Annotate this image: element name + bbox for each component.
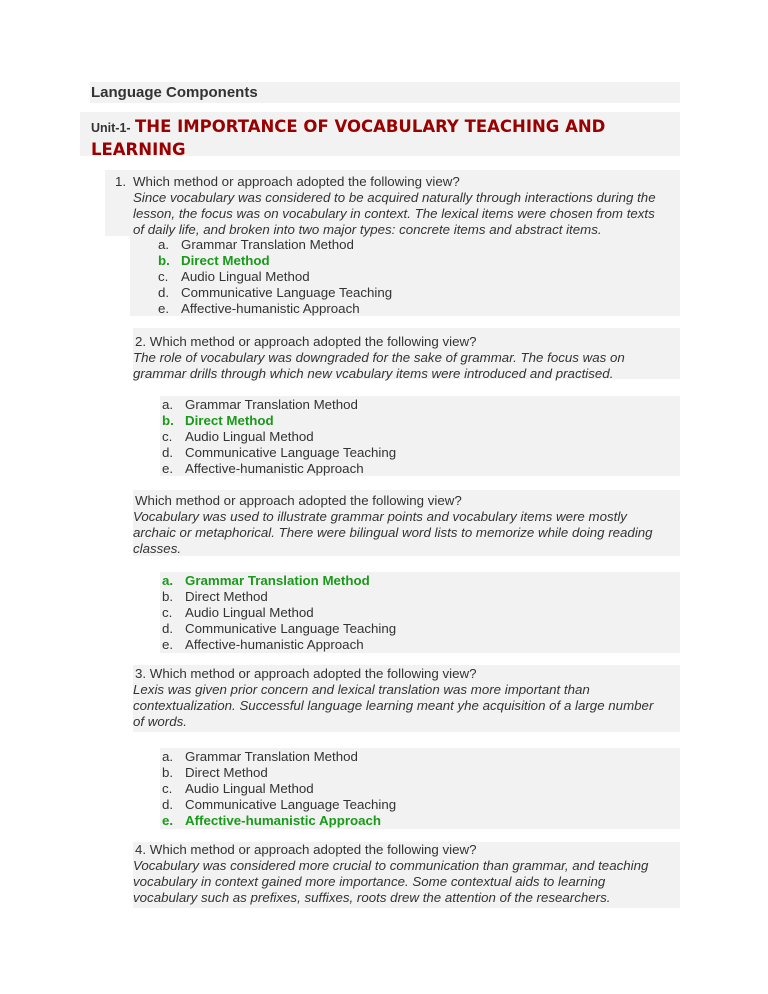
question-view-line: archaic or metaphorical. There were bilingual word lists to memorize while doing reading bbox=[133, 525, 653, 540]
answer-option[interactable] bbox=[162, 397, 358, 413]
option-letter: c. bbox=[162, 429, 173, 444]
question-prompt-text: Which method or approach adopted the following view? bbox=[149, 842, 477, 857]
option-text: Communicative Language Teaching bbox=[185, 797, 397, 812]
question-view-line: Vocabulary was used to illustrate grammar points and vocabulary items were mostly bbox=[133, 509, 627, 524]
question-prompt bbox=[135, 334, 477, 350]
option-text: Direct Method bbox=[185, 765, 268, 780]
option-text: Grammar Translation Method bbox=[181, 237, 354, 252]
question-view-line: The role of vocabulary was downgraded for the sake of grammar. The focus was on bbox=[133, 350, 625, 365]
answer-option-correct[interactable] bbox=[162, 573, 370, 589]
answer-option[interactable] bbox=[162, 429, 314, 445]
option-letter: e. bbox=[162, 637, 174, 652]
question-prompt: Which method or approach adopted the following view? bbox=[133, 174, 460, 189]
option-letter: b. bbox=[162, 765, 174, 780]
question-view-line: of words. bbox=[133, 714, 187, 729]
option-letter: c. bbox=[158, 269, 169, 284]
answer-option[interactable] bbox=[162, 749, 358, 765]
question-view-line: grammar drills through which new vcabulary items were introduced and practised. bbox=[133, 366, 614, 381]
answer-option[interactable] bbox=[162, 605, 314, 621]
option-text: Communicative Language Teaching bbox=[181, 285, 393, 300]
answer-option-correct[interactable] bbox=[162, 413, 274, 429]
option-letter: a. bbox=[162, 573, 174, 588]
answer-option[interactable] bbox=[162, 765, 268, 781]
question-number: 2. bbox=[135, 334, 147, 349]
option-letter: b. bbox=[158, 253, 170, 268]
option-letter: c. bbox=[162, 781, 173, 796]
question-view-line: of daily life, and broken into two major types: concrete items and abstract items. bbox=[133, 222, 602, 237]
option-text: Direct Method bbox=[181, 253, 270, 268]
question-number: 1. bbox=[115, 174, 127, 189]
option-letter: e. bbox=[162, 813, 174, 828]
option-letter: c. bbox=[162, 605, 173, 620]
question-view-line: contextualization. Successful language learning meant yhe acquisition of a large number bbox=[133, 698, 654, 713]
unit-prefix: Unit-1- bbox=[91, 121, 131, 135]
option-text: Affective-humanistic Approach bbox=[181, 301, 360, 316]
option-letter: e. bbox=[162, 461, 174, 476]
answer-option[interactable] bbox=[158, 301, 360, 317]
option-letter: e. bbox=[158, 301, 170, 316]
question-number: 3. bbox=[135, 666, 147, 681]
question-prompt-text: Which method or approach adopted the following view? bbox=[149, 334, 477, 349]
option-text: Grammar Translation Method bbox=[185, 397, 358, 412]
option-text: Communicative Language Teaching bbox=[185, 445, 397, 460]
option-text: Affective-humanistic Approach bbox=[185, 813, 382, 828]
answer-option[interactable] bbox=[158, 285, 392, 301]
answer-option[interactable] bbox=[158, 237, 354, 253]
answer-option[interactable] bbox=[158, 269, 310, 285]
option-letter: b. bbox=[162, 589, 174, 604]
page-title: Language Components bbox=[91, 84, 258, 101]
answer-option[interactable] bbox=[162, 461, 364, 477]
answer-option[interactable] bbox=[162, 445, 396, 461]
option-text: Audio Lingual Method bbox=[185, 781, 314, 796]
option-text: Grammar Translation Method bbox=[185, 573, 370, 588]
question-view-line: Since vocabulary was considered to be acquired naturally through interactions during the bbox=[133, 190, 656, 205]
answer-option[interactable] bbox=[162, 797, 396, 813]
option-letter: d. bbox=[162, 621, 174, 636]
question-view-line: classes. bbox=[133, 541, 182, 556]
question-view-line: vocabulary in context gained more importance. Some contextual aids to learning bbox=[133, 874, 606, 889]
option-letter: a. bbox=[162, 749, 174, 764]
option-text: Audio Lingual Method bbox=[181, 269, 310, 284]
question-view-line: Lexis was given prior concern and lexical translation was more important than bbox=[133, 682, 590, 697]
question-prompt bbox=[135, 842, 477, 858]
unit-title: THE IMPORTANCE OF VOCABULARY TEACHING AND LEARNING bbox=[91, 117, 606, 159]
answer-option-correct[interactable] bbox=[162, 813, 381, 829]
option-text: Direct Method bbox=[185, 589, 268, 604]
unit-heading bbox=[91, 116, 691, 161]
option-letter: a. bbox=[162, 397, 174, 412]
question-view-line: lesson, the focus was on vocabulary in context. The lexical items were chosen from texts bbox=[133, 206, 655, 221]
option-letter: b. bbox=[162, 413, 174, 428]
answer-option[interactable] bbox=[162, 621, 396, 637]
question-prompt bbox=[135, 666, 477, 682]
option-text: Audio Lingual Method bbox=[185, 429, 314, 444]
question-view-line: vocabulary such as prefixes, suffixes, roots drew the attention of the researchers. bbox=[133, 890, 611, 905]
answer-option-correct[interactable] bbox=[158, 253, 270, 269]
answer-option[interactable] bbox=[162, 781, 314, 797]
option-letter: d. bbox=[162, 797, 174, 812]
option-text: Affective-humanistic Approach bbox=[185, 461, 364, 476]
option-text: Audio Lingual Method bbox=[185, 605, 314, 620]
option-letter: a. bbox=[158, 237, 170, 252]
option-text: Grammar Translation Method bbox=[185, 749, 358, 764]
question-prompt-text: Which method or approach adopted the following view? bbox=[135, 493, 462, 508]
question-view-line: Vocabulary was considered more crucial to communication than grammar, and teaching bbox=[133, 858, 649, 873]
question-prompt-text: Which method or approach adopted the following view? bbox=[149, 666, 477, 681]
option-text: Affective-humanistic Approach bbox=[185, 637, 364, 652]
option-letter: d. bbox=[158, 285, 170, 300]
option-text: Communicative Language Teaching bbox=[185, 621, 397, 636]
option-letter: d. bbox=[162, 445, 174, 460]
question-number: 4. bbox=[135, 842, 147, 857]
question-prompt bbox=[135, 493, 462, 509]
answer-option[interactable] bbox=[162, 637, 364, 653]
option-text: Direct Method bbox=[185, 413, 274, 428]
answer-option[interactable] bbox=[162, 589, 268, 605]
